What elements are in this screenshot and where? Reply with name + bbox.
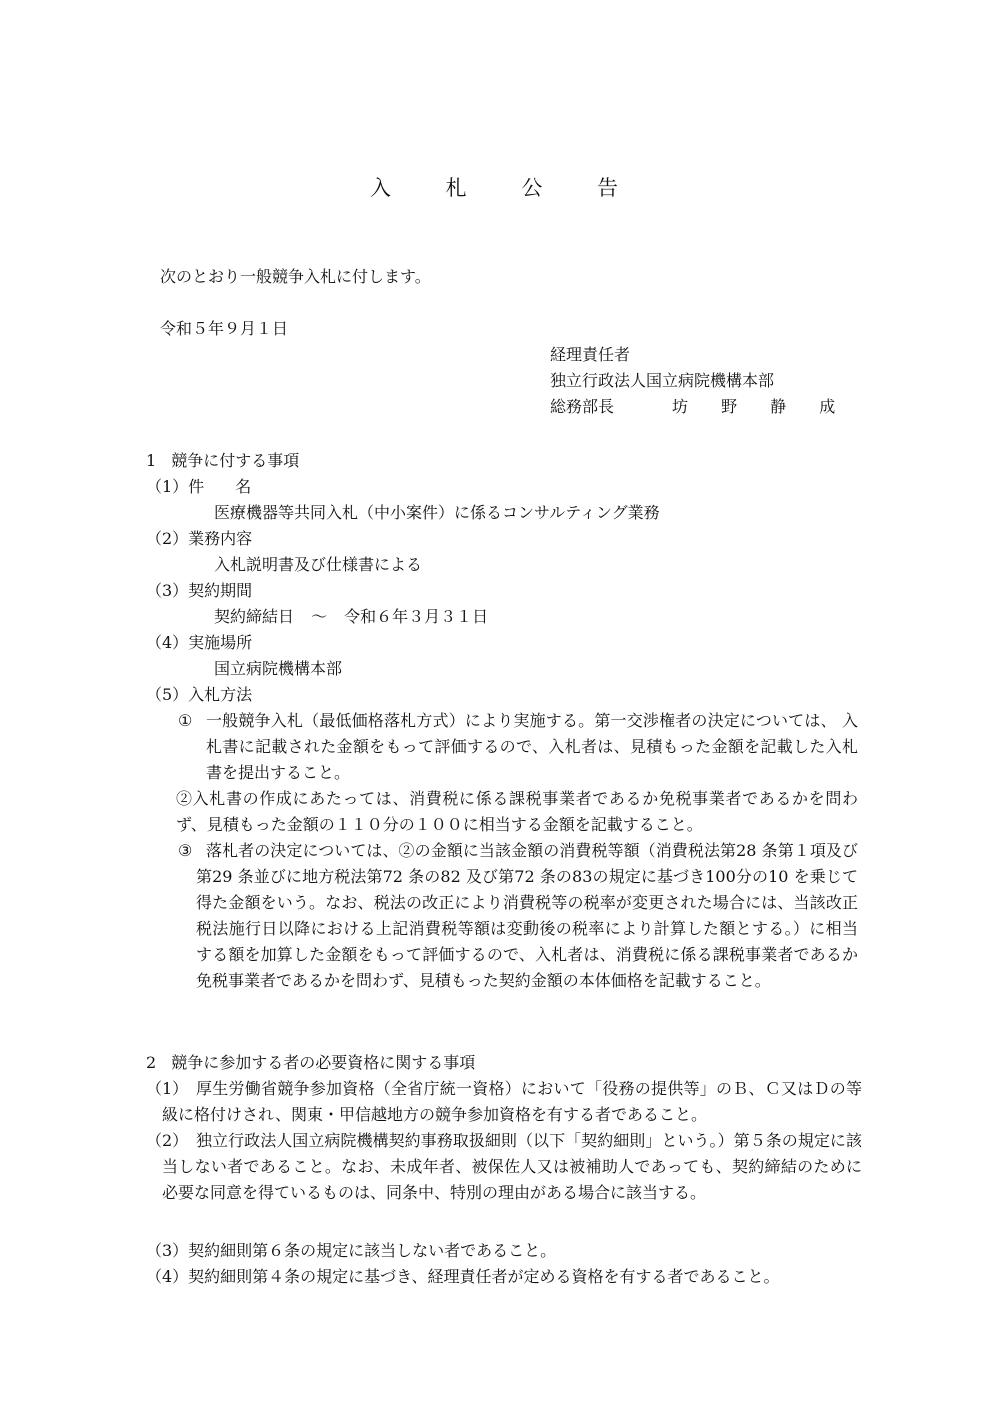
section1-item4-value: 国立病院機構本部	[214, 659, 343, 678]
section2-item4: （4）契約細則第４条の規定に基づき、経理責任者が定める資格を有する者であること。	[146, 1267, 780, 1286]
section1-item3-label: （3）契約期間	[146, 581, 253, 600]
section2-item2-text: 独立行政法人国立病院機構契約事務取扱細則（以下「契約細則」という。）第５条の規定に該当しない者であること。なお、未成年者、被保佐人又は被補助人であっても、契約締結のために必要な同意を得ているものは、同条中、特別の理由がある場合に該当する。	[162, 1131, 862, 1202]
method2-text: ②入札書の作成にあたっては、消費税に係る課税事業者であるか免税事業者であるかを問わず、見積もった金額の１１０分の１００に相当する金額を記載すること。	[176, 789, 858, 834]
section2-heading: 2 競争に参加する者の必要資格に関する事項	[146, 1053, 476, 1072]
method1-text: 一般競争入札（最低価格落札方式）により実施する。第一交渉権者の決定については、 入札書に記載された金額をもって評価するので、入札者は、見積もった金額を記載した入札書を提出すること。	[206, 711, 858, 782]
section2-item3: （3）契約細則第６条の規定に該当しない者であること。	[146, 1241, 557, 1260]
section1-item2-label: （2）業務内容	[146, 529, 253, 548]
method3-marker: ③	[178, 841, 193, 860]
section2-item2-label: （2）	[146, 1131, 189, 1150]
method3-text: 落札者の決定については、②の金額に当該金額の消費税等額（消費税法第28 条第１項及び第29 条並びに地方税法第72 条の82 及び第72 条の83の規定に基づき100分の10 を乗じて得た金額をいう。なお、税法の改正により消費税等の税率が変更された場合には、当該改正税法施行日以降における上記消費税等額は変動後の税率により計算した額とする。）に相当する額を加算した金額をもって評価するので、入札者は、消費税に係る課税事業者であるか免税事業者であるかを問わず、見積もった契約金額の本体価格を記載すること。	[196, 841, 858, 990]
section1-item3-value: 契約締結日 〜 令和６年３月３１日	[214, 607, 489, 626]
notice-date: 令和５年９月１日	[160, 319, 289, 338]
intro-text: 次のとおり一般競争入札に付します。	[160, 267, 431, 286]
section1-item2-value: 入札説明書及び仕様書による	[214, 555, 423, 574]
section1-item1-value: 医療機器等共同入札（中小案件）に係るコンサルティング業務	[214, 503, 660, 522]
section1-item5-label: （5）入札方法	[146, 685, 253, 704]
section2-item1-text: 厚生労働省競争参加資格（全省庁統一資格）において「役務の提供等」のＢ、Ｃ又はＤの等級に格付けされ、関東・甲信越地方の競争参加資格を有する者であること。	[162, 1079, 862, 1124]
method1-marker: ①	[178, 711, 193, 730]
section1-item1-label: （1）件 名	[146, 477, 252, 496]
section1-item4-label: （4）実施場所	[146, 633, 253, 652]
document-title: 入 札 公 告	[369, 176, 643, 200]
section2-item1-label: （1）	[146, 1079, 189, 1098]
section1-heading: 1 競争に付する事項	[146, 451, 300, 470]
issuer-organization: 独立行政法人国立病院機構本部	[550, 371, 775, 390]
issuer-department: 総務部長	[550, 397, 615, 416]
issuer-name: 坊 野 静 成	[672, 397, 850, 416]
issuer-role: 経理責任者	[550, 345, 631, 364]
